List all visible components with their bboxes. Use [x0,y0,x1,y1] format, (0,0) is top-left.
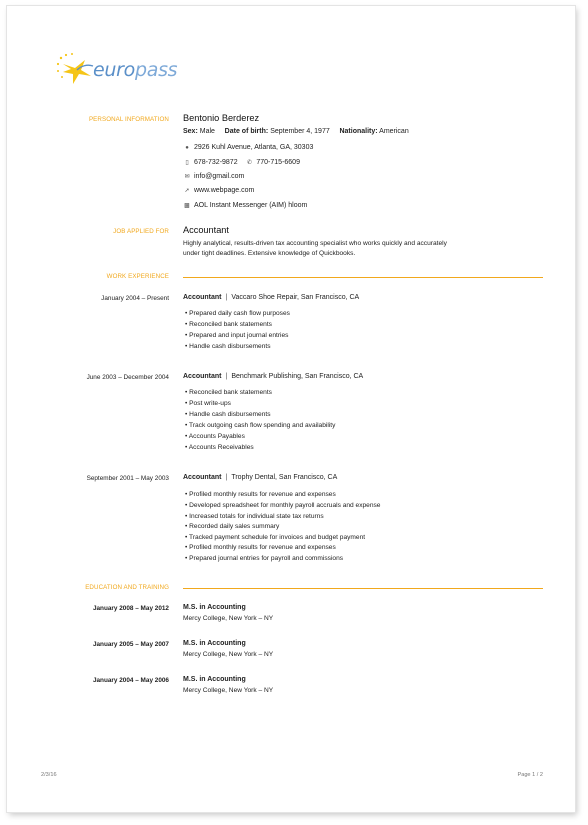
candidate-name: Bentonio Berderez [183,113,260,123]
work-bullet: • Post write-ups [185,400,231,407]
messenger-line [183,202,307,209]
work-role: Accountant [183,373,222,380]
work-bullet: • Recorded daily sales summary [185,523,280,530]
nationality-label: Nationality: [339,128,378,135]
mobile-icon: ✆ [246,160,252,166]
messenger-icon: ▩ [184,203,190,209]
job-summary-line-1: Highly analytical, results-driven tax accounting specialist who works quickly and accurately [183,240,447,247]
personal-details-line [183,128,409,135]
phone-line [183,159,300,166]
work-bullet: • Tracked payment schedule for invoices and budget payment [185,534,366,541]
work-dates: September 2001 – May 2003 [86,475,169,482]
section-label-personal-information: PERSONAL INFORMATION [88,116,169,123]
mobile-text: 770-715-6609 [256,159,300,166]
work-bullet: • Reconciled bank statements [185,389,272,396]
footer-date: 2/3/16 [41,772,57,778]
europass-star-figure-icon [55,52,97,88]
work-entry-header: Accountant | Vaccaro Shoe Repair, San Francisco, CA [183,294,360,301]
work-bullet: • Prepared and input journal entries [185,332,289,339]
work-bullet: • Accounts Receivables [185,444,254,451]
cv-page [7,6,575,812]
address-line [183,144,313,151]
work-bullet: • Handle cash disbursements [185,343,271,350]
work-bullet: • Increased totals for individual state tax returns [185,513,324,520]
work-bullet: • Profiled monthly results for revenue and expenses [185,544,336,551]
work-bullet: • Prepared journal entries for payroll and commissions [185,555,344,562]
email-link[interactable]: info@gmail.com [194,173,245,180]
dob-label: Date of birth: [224,128,269,135]
address-pin-icon: ● [185,145,189,151]
work-entry-header: Accountant | Benchmark Publishing, San Francisco, CA [183,373,364,380]
work-bullet: • Handle cash disbursements [185,411,271,418]
work-employer: Benchmark Publishing, San Francisco, CA [231,373,364,380]
work-dates: June 2003 – December 2004 [86,374,169,381]
europass-logo [55,52,185,92]
education-degree: M.S. in Accounting [183,604,246,611]
website-icon: ➚ [184,188,190,194]
education-school: Mercy College, New York – NY [183,615,274,622]
phone-text: 678-732-9872 [194,159,238,166]
job-summary-line-2: under tight deadlines. Extensive knowledge of Quickbooks. [183,250,356,257]
email-icon: ✉ [184,174,190,180]
sex-value: Male [199,128,215,135]
work-role: Accountant [183,294,222,301]
education-dates: January 2004 – May 2006 [92,677,169,684]
work-employer: Vaccaro Shoe Repair, San Francisco, CA [231,294,360,301]
section-label-job-applied-for: JOB APPLIED FOR [113,228,169,235]
education-dates: January 2008 – May 2012 [92,605,169,612]
nationality-value: American [379,128,409,135]
section-divider-work [183,277,543,278]
website-line[interactable] [183,187,254,194]
job-title: Accountant [183,225,229,235]
work-bullet: • Prepared daily cash flow purposes [185,310,290,317]
work-bullet: • Track outgoing cash flow spending and availability [185,422,336,429]
dob-value: September 4, 1977 [270,128,330,135]
section-divider-education [183,588,543,589]
work-bullet: • Reconciled bank statements [185,321,272,328]
work-dates: January 2004 – Present [101,295,169,302]
education-dates: January 2005 – May 2007 [92,641,169,648]
sex-label: Sex: [183,128,198,135]
education-school: Mercy College, New York – NY [183,651,274,658]
education-degree: M.S. in Accounting [183,676,246,683]
work-entry-header: Accountant | Trophy Dental, San Francisco, CA [183,474,338,481]
phone-icon: ▯ [185,160,189,166]
work-bullet: • Profiled monthly results for revenue and expenses [185,491,336,498]
email-line[interactable] [183,173,244,180]
section-label-education: EDUCATION AND TRAINING [85,584,169,591]
website-link[interactable]: www.webpage.com [194,187,255,194]
footer-page-number: Page 1 / 2 [517,772,543,778]
messenger-text: AOL Instant Messenger (AIM) hloom [194,202,308,209]
work-employer: Trophy Dental, San Francisco, CA [231,474,338,481]
address-text: 2926 Kuhl Avenue, Atlanta, GA, 30303 [194,144,314,151]
europass-wordmark: europass [93,59,178,81]
education-school: Mercy College, New York – NY [183,687,274,694]
education-degree: M.S. in Accounting [183,640,246,647]
work-role: Accountant [183,474,222,481]
section-label-work-experience: WORK EXPERIENCE [106,273,169,280]
work-bullet: • Developed spreadsheet for monthly payroll accruals and expense [185,502,381,509]
work-bullet: • Accounts Payables [185,433,245,440]
